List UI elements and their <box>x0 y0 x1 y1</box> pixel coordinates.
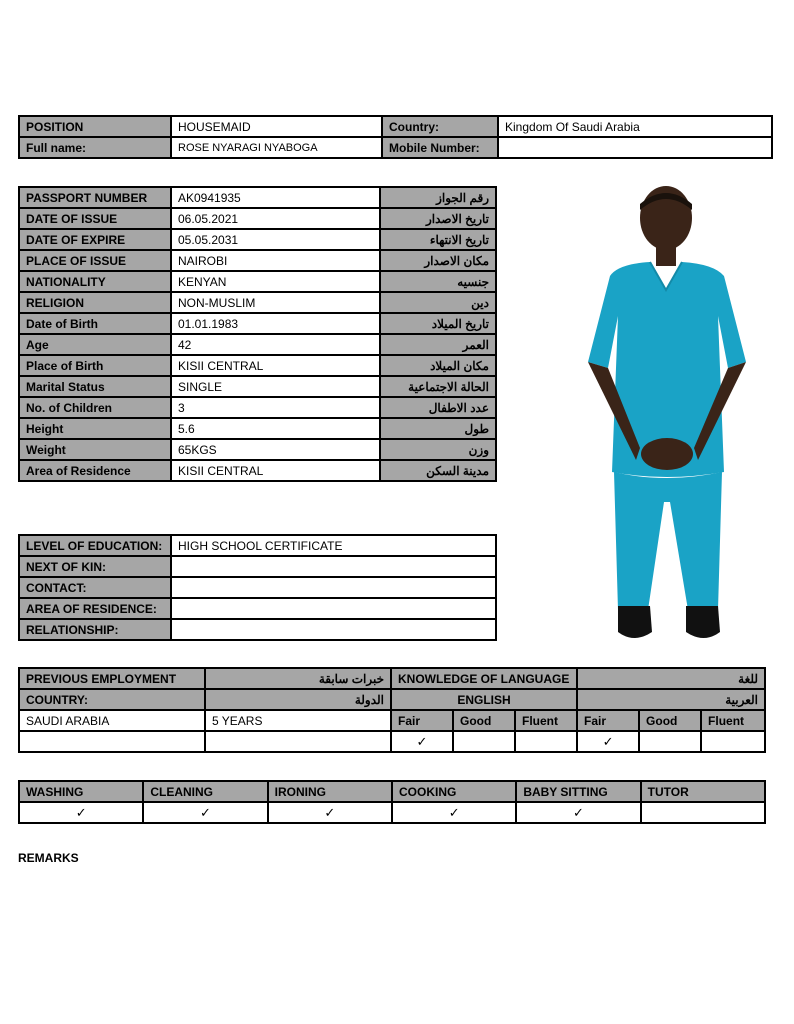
language-level-label: Good <box>453 710 515 731</box>
skill-label: TUTOR <box>641 781 765 802</box>
country-label: Country: <box>382 116 498 137</box>
detail-value: 06.05.2021 <box>171 208 380 229</box>
skill-check-mark: ✓ <box>19 802 143 823</box>
position-value: HOUSEMAID <box>171 116 382 137</box>
detail-arabic: جنسيه <box>380 271 496 292</box>
detail-arabic: تاريخ الميلاد <box>380 313 496 334</box>
detail-arabic: عدد الاطفال <box>380 397 496 418</box>
language-level-label: Fluent <box>701 710 765 731</box>
detail-arabic: رقم الجواز <box>380 187 496 208</box>
skill-label: COOKING <box>392 781 516 802</box>
detail-label: DATE OF EXPIRE <box>19 229 171 250</box>
education-label: LEVEL OF EDUCATION: <box>19 535 171 556</box>
skill-check-mark: ✓ <box>516 802 640 823</box>
empty-cell <box>205 731 391 752</box>
detail-label: Height <box>19 418 171 439</box>
detail-arabic: طول <box>380 418 496 439</box>
language-level-label: Good <box>639 710 701 731</box>
language-check-mark <box>515 731 577 752</box>
mobile-label: Mobile Number: <box>382 137 498 158</box>
detail-value: KISII CENTRAL <box>171 355 380 376</box>
detail-arabic: العمر <box>380 334 496 355</box>
language-check-mark <box>453 731 515 752</box>
skill-label: IRONING <box>268 781 392 802</box>
detail-value: AK0941935 <box>171 187 380 208</box>
detail-value: 3 <box>171 397 380 418</box>
detail-label: Date of Birth <box>19 313 171 334</box>
detail-value: KENYAN <box>171 271 380 292</box>
knowledge-language-label: KNOWLEDGE OF LANGUAGE <box>391 668 577 689</box>
detail-arabic: مكان الميلاد <box>380 355 496 376</box>
detail-label: Marital Status <box>19 376 171 397</box>
language-level-label: Fair <box>391 710 453 731</box>
detail-value: NAIROBI <box>171 250 380 271</box>
education-row <box>19 577 496 598</box>
education-label: NEXT OF KIN: <box>19 556 171 577</box>
language-level-label: Fair <box>577 710 639 731</box>
detail-label: Area of Residence <box>19 460 171 481</box>
detail-arabic: تاريخ الاصدار <box>380 208 496 229</box>
detail-arabic: مكان الاصدار <box>380 250 496 271</box>
fullname-label: Full name: <box>19 137 171 158</box>
skill-check-mark: ✓ <box>268 802 392 823</box>
education-value <box>171 577 496 598</box>
detail-row <box>19 418 496 439</box>
candidate-photo <box>578 182 758 652</box>
employment-years-value: 5 YEARS <box>205 710 391 731</box>
detail-arabic: مدينة السكن <box>380 460 496 481</box>
detail-row <box>19 355 496 376</box>
language-check-mark <box>639 731 701 752</box>
detail-value: SINGLE <box>171 376 380 397</box>
skills-table <box>18 780 766 824</box>
language-arabic: للغة <box>577 668 765 689</box>
skill-check-mark: ✓ <box>392 802 516 823</box>
detail-row <box>19 250 496 271</box>
arabic-language-label: العربية <box>577 689 765 710</box>
detail-row <box>19 208 496 229</box>
detail-label: Place of Birth <box>19 355 171 376</box>
detail-arabic: الحالة الاجتماعية <box>380 376 496 397</box>
mobile-value <box>498 137 772 158</box>
detail-arabic: تاريخ الانتهاء <box>380 229 496 250</box>
detail-row <box>19 292 496 313</box>
skill-label: WASHING <box>19 781 143 802</box>
language-level-label: Fluent <box>515 710 577 731</box>
detail-row <box>19 439 496 460</box>
detail-row <box>19 397 496 418</box>
empty-cell <box>19 731 205 752</box>
detail-label: PASSPORT NUMBER <box>19 187 171 208</box>
education-label: AREA OF RESIDENCE: <box>19 598 171 619</box>
detail-row <box>19 334 496 355</box>
detail-value: 42 <box>171 334 380 355</box>
detail-label: Age <box>19 334 171 355</box>
country-value: Kingdom Of Saudi Arabia <box>498 116 772 137</box>
language-check-mark <box>701 731 765 752</box>
education-row <box>19 556 496 577</box>
detail-row <box>19 460 496 481</box>
detail-arabic: دين <box>380 292 496 313</box>
detail-row <box>19 187 496 208</box>
position-label: POSITION <box>19 116 171 137</box>
prev-employment-label: PREVIOUS EMPLOYMENT <box>19 668 205 689</box>
education-table <box>18 534 497 641</box>
details-table <box>18 186 497 482</box>
detail-row <box>19 229 496 250</box>
employment-table <box>18 667 766 753</box>
skill-label: CLEANING <box>143 781 267 802</box>
detail-value: NON-MUSLIM <box>171 292 380 313</box>
skill-label: BABY SITTING <box>516 781 640 802</box>
detail-value: KISII CENTRAL <box>171 460 380 481</box>
detail-value: 01.01.1983 <box>171 313 380 334</box>
skill-check-mark: ✓ <box>143 802 267 823</box>
education-row <box>19 619 496 640</box>
detail-row <box>19 376 496 397</box>
prev-employment-arabic: خبرات سابقة <box>205 668 391 689</box>
detail-value: 5.6 <box>171 418 380 439</box>
detail-arabic: وزن <box>380 439 496 460</box>
employment-country-value: SAUDI ARABIA <box>19 710 205 731</box>
education-row <box>19 598 496 619</box>
language-check-mark: ✓ <box>391 731 453 752</box>
education-label: RELATIONSHIP: <box>19 619 171 640</box>
english-label: ENGLISH <box>391 689 577 710</box>
detail-label: DATE OF ISSUE <box>19 208 171 229</box>
skill-check-mark <box>641 802 765 823</box>
detail-value: 65KGS <box>171 439 380 460</box>
education-value <box>171 619 496 640</box>
education-value: HIGH SCHOOL CERTIFICATE <box>171 535 496 556</box>
detail-label: RELIGION <box>19 292 171 313</box>
country-col-label: COUNTRY: <box>19 689 205 710</box>
education-row <box>19 535 496 556</box>
country-col-arabic: الدولة <box>205 689 391 710</box>
header-table <box>18 115 773 159</box>
language-check-mark: ✓ <box>577 731 639 752</box>
detail-label: NATIONALITY <box>19 271 171 292</box>
fullname-value: ROSE NYARAGI NYABOGA <box>171 137 382 158</box>
education-label: CONTACT: <box>19 577 171 598</box>
detail-label: Weight <box>19 439 171 460</box>
detail-value: 05.05.2031 <box>171 229 380 250</box>
remarks-label: REMARKS <box>18 851 79 865</box>
detail-label: No. of Children <box>19 397 171 418</box>
detail-row <box>19 271 496 292</box>
detail-label: PLACE OF ISSUE <box>19 250 171 271</box>
education-value <box>171 556 496 577</box>
detail-row <box>19 313 496 334</box>
education-value <box>171 598 496 619</box>
